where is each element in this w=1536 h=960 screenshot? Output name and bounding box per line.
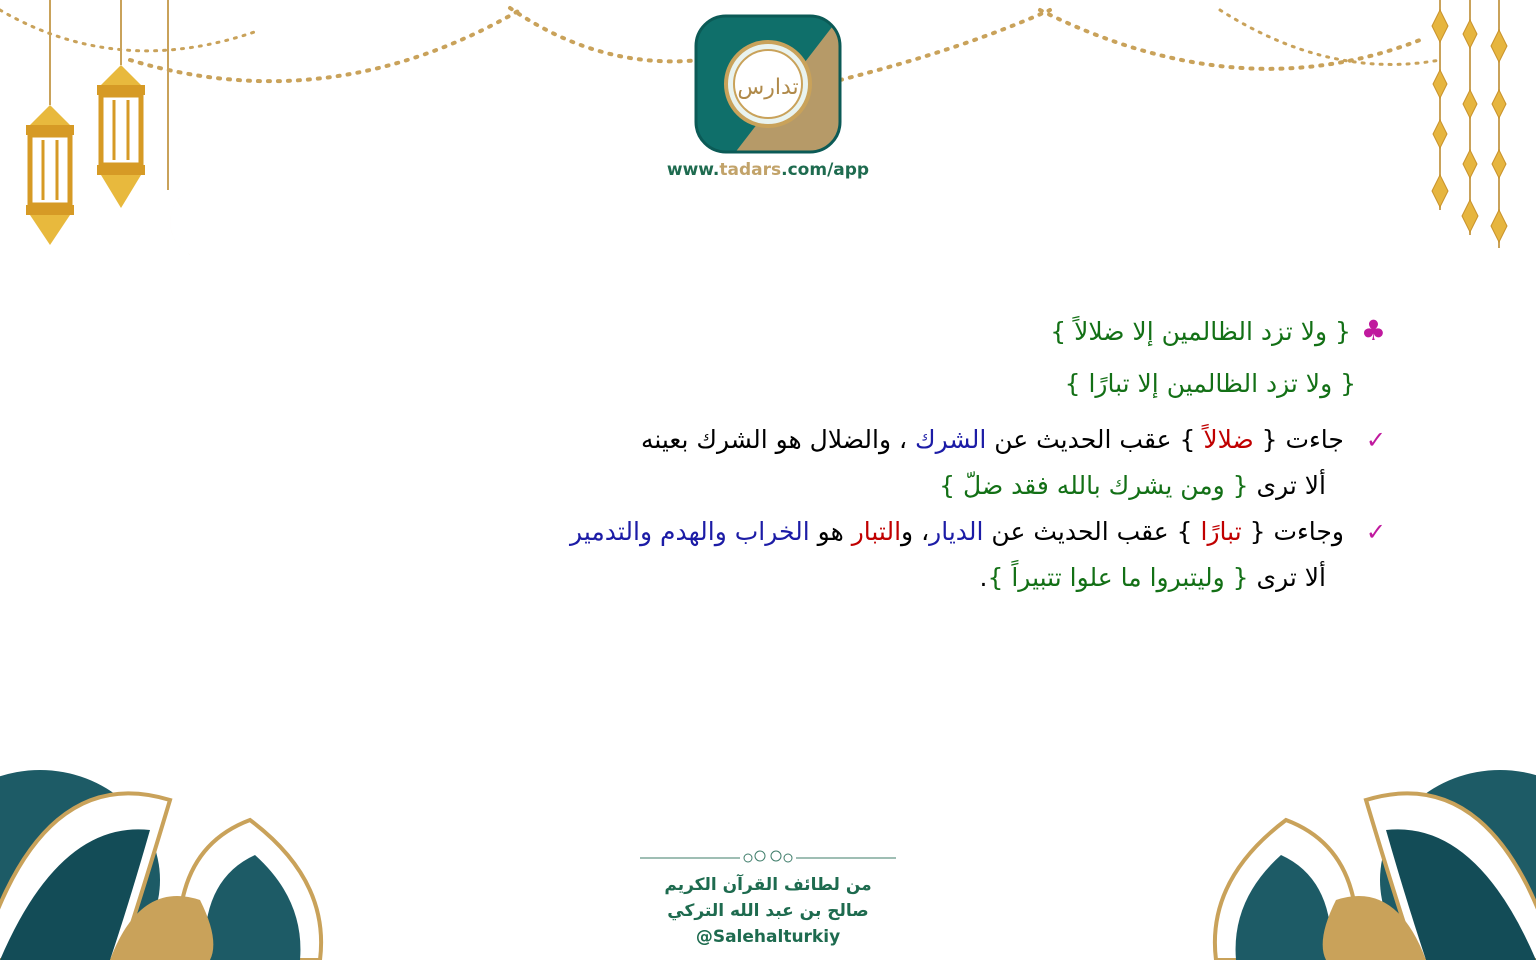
verse-text: { ولا تزد الظالمين إلا تبارًا }	[1064, 369, 1356, 398]
footer	[600, 872, 936, 950]
verse-line-2	[406, 361, 1386, 407]
corner-flower-icon	[0, 770, 321, 960]
verse-text: { ولا تزد الظالمين إلا ضلالاً }	[1050, 317, 1351, 346]
footer-author: صالح بن عبد الله التركي	[667, 901, 869, 921]
keyword: تبارًا	[1200, 517, 1242, 546]
lantern-icon	[26, 0, 74, 245]
corner-flower-icon	[1215, 770, 1536, 960]
site-url[interactable]: www.tadars.com/app	[666, 160, 870, 180]
lantern-icon	[97, 0, 145, 208]
footer-title: من لطائف القرآن الكريم	[664, 875, 872, 895]
footer-handle[interactable]: @Salehalturkiy	[695, 927, 841, 947]
keyword: الديار	[929, 517, 984, 546]
footer-divider-icon	[640, 848, 896, 868]
explanation-item-2: ✓وجاءت { تبارًا } عقب الحديث عن الديار، والتبار هو الخراب والهدم والتدمير	[570, 517, 1386, 546]
club-bullet-icon: ♣	[1360, 314, 1386, 347]
verse-ref: { ومن يشرك بالله فقد ضلّ }	[939, 471, 1249, 500]
verse-ref: { وليتبروا ما علوا تتبيراً }	[987, 563, 1249, 592]
check-icon: ✓	[1365, 518, 1386, 546]
crescent-icon	[168, 0, 214, 259]
keyword: ضلالاً	[1203, 425, 1254, 454]
keyword: التبار	[851, 517, 902, 546]
explanation-item-1: ✓جاءت { ضلالاً } عقب الحديث عن الشرك ، والضلال هو الشرك بعينه	[640, 425, 1386, 454]
main-content	[406, 308, 1386, 601]
hanging-ornament-icon	[1432, 0, 1507, 248]
verse-line-1	[406, 308, 1386, 355]
app-logo	[694, 14, 842, 154]
keyword: الخراب والهدم والتدمير	[570, 517, 810, 546]
logo-text: تدارس	[737, 75, 799, 100]
keyword: الشرك	[915, 425, 987, 454]
check-icon: ✓	[1365, 426, 1386, 454]
explanation-item-1-ref: ألا ترى { ومن يشرك بالله فقد ضلّ }	[939, 471, 1326, 500]
explanation-item-2-ref: ألا ترى { وليتبروا ما علوا تتبيراً }.	[979, 563, 1326, 592]
